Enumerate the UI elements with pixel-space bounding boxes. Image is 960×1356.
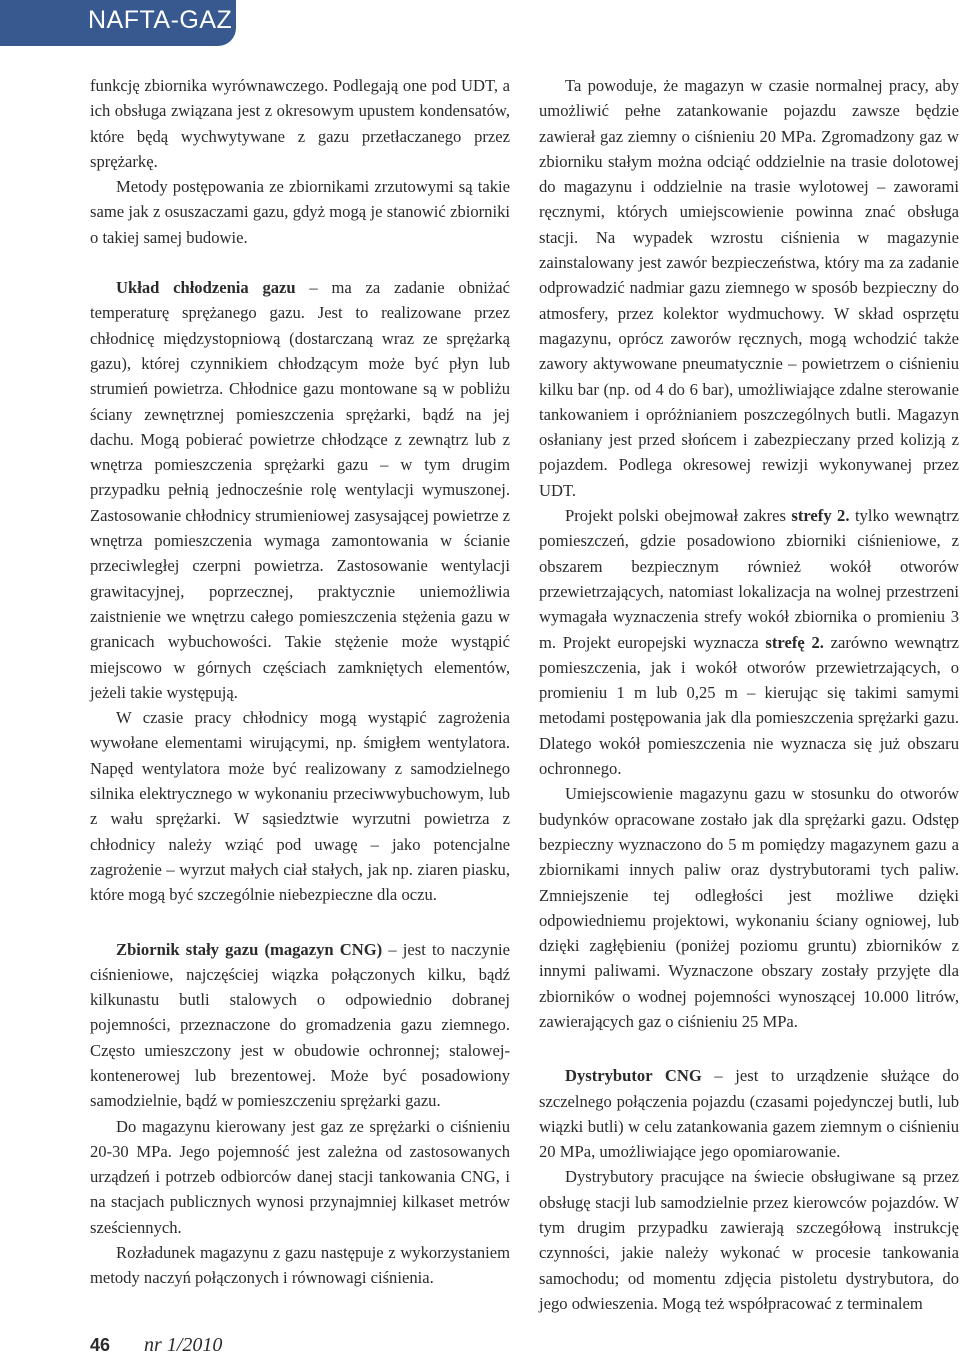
issue-number: nr 1/2010 bbox=[144, 1334, 223, 1356]
zone-term: strefę 2. bbox=[765, 632, 824, 652]
left-text-column bbox=[90, 73, 510, 1291]
right-text-column bbox=[539, 73, 959, 1316]
zone-term: strefy 2. bbox=[791, 506, 850, 526]
paragraph: Dystrybutory pracujące na świecie obsługiwane są przez obsługę stacji lub samodzielnie przez kierowców pojazdów. W tym drugim przypadku zawierają szczegółową instrukcję czynności, jakie należy wykonać w procesie tankowania samochodu; od momentu zdjęcia pistoletu dystrybutora, do jego odwieszenia. Mogą też współpracować z terminalem bbox=[539, 1167, 959, 1313]
paragraph-zones: Projekt polski obejmował zakres strefy 2. tylko wewnątrz pomieszczeń, gdzie posadowiono zbiorniki ciśnieniowe, z obszarem bezpiecznym również wokół otworów przewietrzających, natomiast lokalizacja na wolnej przestrzeni wymagała wyznaczenia strefy wokół zbiornika o promieniu 3 m. Projekt europejski wyznacza strefę 2. zarówno wewnątrz pomieszczenia, jak i wokół otworów przewietrzających, o promieniu 1 m lub 0,25 m – kierując się takimi samymi metodami postępowania jak dla pomieszczenia sprężarki gazu. Dlatego wokół pomieszczenia nie wyznacza się już obszaru ochronnego. bbox=[539, 506, 959, 779]
journal-title: NAFTA-GAZ bbox=[88, 6, 233, 34]
paragraph: Umiejscowienie magazynu gazu w stosunku do otworów budynków opracowane zostało jak dla sprężarki gazu. Odstęp bezpieczny wyznaczono do 5 m pomiędzy magazynem gazu a zbiornikami innych paliw oraz dystrybutorami tych paliw. Zmniejszenie tej odległości jest możliwe dzięki odpowiedniemu projektowi, wykonaniu ściany ogniowej, lub dzięki zagłębieniu (poniżej poziomu gruntu) zbiorników z innymi paliwami. Wyznaczone obszary zostały przyjęte dla zbiorników o wodnej pojemności wynoszącej 10.000 litrów, zawierających gaz o ciśnieniu 25 MPa. bbox=[539, 784, 959, 1031]
paragraph: Rozładunek magazynu z gazu następuje z wykorzystaniem metody naczyń połączonych i równowagi ciśnienia. bbox=[90, 1243, 510, 1288]
term-heading: Dystrybutor CNG bbox=[565, 1066, 702, 1086]
page-footer bbox=[90, 1334, 222, 1356]
term-heading: Zbiornik stały gazu (magazyn CNG) bbox=[116, 939, 383, 959]
paragraph: funkcję zbiornika wyrównawczego. Podlegają one pod UDT, a ich obsługa związana jest z okresowym upustem kondensatów, które będą wychwytywane z gazu przetłaczanego przez sprężarkę. bbox=[90, 76, 510, 171]
term-heading: Układ chłodzenia gazu bbox=[116, 278, 296, 298]
paragraph-storage-tank: Zbiornik stały gazu (magazyn CNG) – jest to naczynie ciśnieniowe, najczęściej wiązka połączonych kilku, bądź kilkunastu butli stalowych o odpowiednio dobranej pojemności, przeznaczone do gromadzenia gazu ziemnego. Często umieszczony jest w obudowie ochronnej; stalowej-kontenerowej lub brezentowej. Może być posadowiony samodzielnie, bądź w pomieszczeniu sprężarki gazu. bbox=[90, 939, 510, 1111]
paragraph: Do magazynu kierowany jest gaz ze sprężarki o ciśnieniu 20-30 MPa. Jego pojemność jest zależna od zastosowanych urządzeń i potrzeb odbiorców danej stacji tankowania CNG, i na stacjach publicznych wynosi przynajmniej kilkaset metrów sześciennych. bbox=[90, 1116, 510, 1237]
page-number: 46 bbox=[90, 1335, 111, 1355]
paragraph: Ta powoduje, że magazyn w czasie normalnej pracy, aby umożliwić pełne zatankowanie pojazdu zawsze będzie zawierał gaz ziemny o ciśnieniu 20 MPa. Zgromadzony gaz w zbiorniku stałym można odciąć oddzielnie na trasie dolotowej do magazynu i oddzielnie na trasie wylotowej – zaworami ręcznymi, których umiejscowienie powinna znać obsługa stacji. Na wypadek wzrostu ciśnienia w magazynie zainstalowany jest zawór bezpieczeństwa, który ma za zadanie odprowadzić nadmiar gazu ziemnego w sposób bezpieczny do atmosfery, przez kolektor wydmuchowy. W skład osprzętu magazynu, oprócz zaworów ręcznych, mogą wchodzić także zawory aktywowane pneumatycznie – powietrzem o ciśnieniu kilku bar (np. od 4 do 6 bar), umożliwiające zdalne sterowanie tankowaniem i opróżnianiem poszczególnych butli. Magazyn osłaniany jest przed słońcem i zabezpieczany przed kolizją z pojazdem. Podlega okresowej rewizji wykonywanej przez UDT. bbox=[539, 76, 959, 500]
paragraph-cooling-system: Układ chłodzenia gazu – ma za zadanie obniżać temperaturę sprężanego gazu. Jest to realizowane przez chłodnicę międzystopniową (dostarczaną wraz ze sprężarką gazu), której czynnikiem chłodzącym może być płyn lub strumień powietrza. Chłodnice gazu montowane są w pobliżu ściany zewnętrznej pomieszczenia sprężarki, bądź na jej dachu. Mogą pobierać powietrze chłodzące z zewnątrz lub z wnętrza pomieszczenia sprężarki gazu – w tym drugim przypadku pełnią jednocześnie rolę wentylacji wymuszonej. Zastosowanie chłodnicy strumieniowej zasysającej powietrze z wnętrza pomieszczenia wymaga zamontowania w ścianie przeciwległej czerpni powietrza. Zastosowanie wentylacji grawitacyjnej, poprzecznej, praktycznie uniemożliwia zaistnienie we wnętrzu całego pomieszczenia stężenia gazu w granicach wybuchowości. Takie stężenie może wystąpić miejscowo w górnych częściach zamkniętych elementów, jeżeli takie występują. bbox=[90, 278, 510, 702]
journal-header-tab bbox=[0, 0, 236, 46]
paragraph: W czasie pracy chłodnicy mogą wystąpić zagrożenia wywołane elementami wirującymi, np. śmigłem wentylatora. Napęd wentylatora może być realizowany z samodzielnego silnika elektrycznego w wykonaniu przeciwwybuchowym, lub z wału sprężarki. W sąsiedztwie wyrzutni powietrza z chłodnicy należy wziąć pod uwagę – jako potencjalne zagrożenie – wyrzut małych ciał stałych, jak np. ziaren piasku, które mogą być szczególnie niebezpieczne dla oczu. bbox=[90, 708, 510, 905]
paragraph: Metody postępowania ze zbiornikami zrzutowymi są takie same jak z osuszaczami gazu, gdyż mogą je stanowić zbiorniki o takiej samej budowie. bbox=[90, 177, 510, 247]
paragraph-dispenser: Dystrybutor CNG – jest to urządzenie służące do szczelnego połączenia pojazdu (czasami pojedynczej butli, lub wiązki butli) w celu zatankowania gazem ziemnym o ciśnieniu 20 MPa, umożliwiające jego opomiarowanie. bbox=[539, 1066, 959, 1162]
